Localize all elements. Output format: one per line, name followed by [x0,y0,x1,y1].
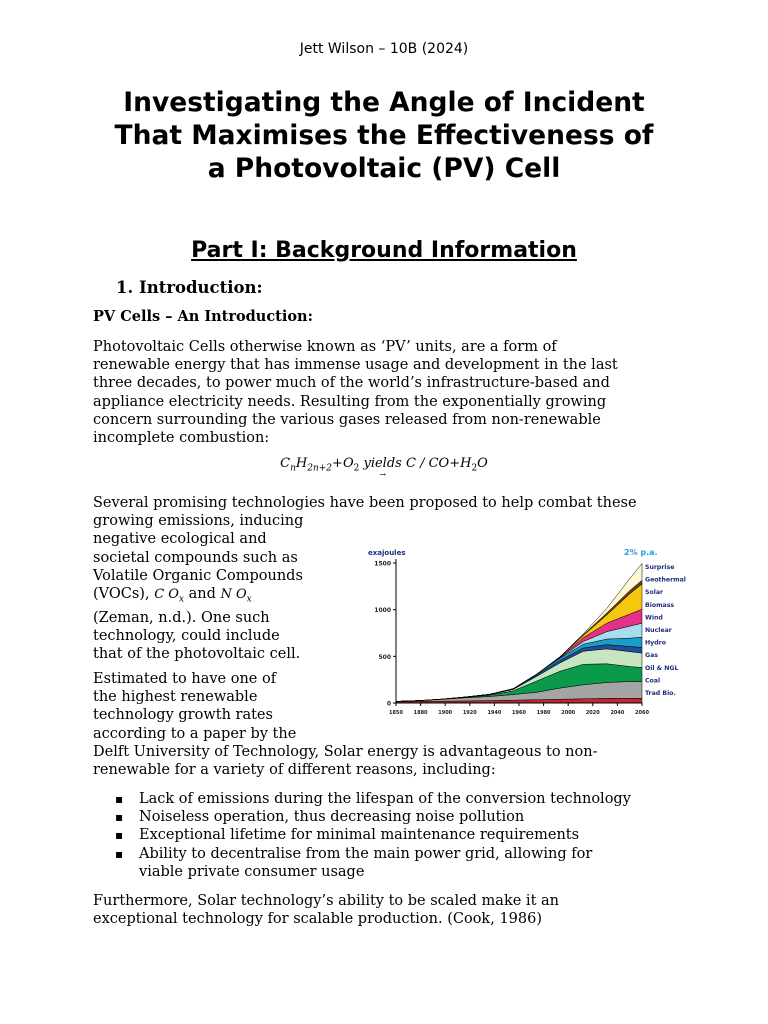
eq-sub: 2 [353,463,360,474]
paragraph-line: technology growth rates [93,707,273,724]
y-tick-label: 0 [386,700,391,708]
x-tick-label: 2020 [585,710,600,716]
advantages-list [93,790,631,881]
x-tick-label: 1940 [487,710,502,716]
list-item: ▪ Ability to decentralise from the main power grid, allowing for [93,845,631,863]
paragraph-line: Furthermore, Solar technology’s ability to be scaled make it an [93,893,559,909]
paragraph-line: Photovoltaic Cells otherwise known as ‘PV’ units, are a form of [93,339,557,355]
formula-text: N O [220,587,247,603]
formula-text: C O [154,587,179,603]
eq-term: O [342,456,354,471]
section-heading [116,278,263,297]
legend-label: Oil & NGL [645,664,679,672]
formula-sub: x [178,594,185,605]
paragraph-line: exceptional technology for scalable production. (Cook, 1986) [93,911,542,928]
legend-label: Surprise [645,564,675,571]
x-tick-label: 1850 [389,710,403,716]
eq-sub: 2n+2 [307,463,333,474]
legend-label: Coal [645,677,661,685]
growth-annotation: 2% p.a. [624,548,658,557]
title-line: That Maximises the Effectiveness of [114,120,654,151]
cox-formula [154,587,185,605]
x-tick-label: 2000 [561,710,576,716]
list-item: ▪ Lack of emissions during the lifespan of the conversion technology [93,790,631,808]
legend-label: Solar [645,589,664,597]
legend-label: Biomass [645,601,675,609]
x-tick-label: 2040 [610,710,625,716]
x-tick-label: 1880 [413,710,428,716]
eq-term: C [280,456,291,471]
paragraph-line: three decades, to power much of the world’s infrastructure-based and [93,375,610,392]
eq-term: H [295,456,308,471]
list-item-continuation: viable private consumer usage [139,863,365,880]
paragraph-line: according to a paper by the [93,725,297,742]
paragraph-line: appliance electricity needs. Resulting from the exponentially growing [93,393,607,410]
legend-label: Trad Bio. [645,690,676,697]
paragraph-line: Volatile Organic Compounds [93,567,303,584]
paragraph-line: societal compounds such as [93,549,298,566]
subheading: PV Cells – An Introduction: [93,308,313,325]
paragraph-line: renewable for a variety of different reasons, including: [93,762,496,779]
paragraph-line: technology, could include [93,628,280,645]
text-span: (VOCs), [93,586,150,603]
legend-label: Hydro [645,639,666,647]
list-item: ▪ Exceptional lifetime for minimal maintenance requirements [93,826,631,844]
paragraph-line: incomplete combustion: [93,430,270,447]
nox-formula [220,587,252,605]
legend-label: Wind [645,614,663,622]
list-item: ▪ Noiseless operation, thus decreasing noise pollution [93,808,631,826]
paragraph-line: renewable energy that has immense usage and development in the last [93,357,618,374]
paragraph-line: the highest renewable [93,689,258,706]
title-line: Investigating the Angle of Incident [123,87,645,118]
x-tick-label: 1980 [536,710,551,716]
paragraph-line: that of the photovoltaic cell. [93,646,301,663]
x-tick-label: 1920 [462,710,477,716]
combustion-equation [0,456,768,474]
eq-operator: + [449,456,461,471]
legend-label: Gas [645,652,658,660]
paragraph-line: Several promising technologies have been proposed to help combat these [93,495,637,511]
y-axis-label: exajoules [368,549,406,557]
paragraph-line: (Zeman, n.d.). One such [93,609,270,626]
paragraph-line: Estimated to have one of [93,671,277,687]
y-tick-label: 1500 [374,560,391,568]
paragraph-line: concern surrounding the various gases released from non-renewable [93,411,601,428]
author-header: Jett Wilson – 10B (2024) [299,41,469,57]
y-tick-label: 1000 [374,607,391,615]
eq-term: H [460,456,472,471]
x-tick-label: 2060 [635,710,649,716]
y-tick-label: 500 [378,653,391,661]
paragraph-line: Delft University of Technology, Solar energy is advantageous to non- [93,743,598,760]
paragraph-line: negative ecological and [93,531,267,548]
document-title [60,86,708,185]
text-span: and [188,586,216,603]
eq-operator: + [332,456,343,471]
section-title: Introduction: [138,278,263,297]
formula-sub: x [246,594,252,605]
part-heading: Part I: Background Information [191,238,577,263]
eq-yields: yields → [363,456,401,471]
legend-label: Nuclear [645,627,672,634]
title-line: a Photovoltaic (PV) Cell [207,153,561,184]
eq-sub: 2 [471,463,478,474]
x-tick-label: 1900 [438,710,453,716]
x-tick-label: 1960 [512,710,526,716]
intro-paragraph [93,338,618,447]
section-number: 1. [116,278,134,297]
paragraph-line: growing emissions, inducing [93,513,304,530]
legend-label: Geothermal [645,576,686,584]
eq-sub: n [290,463,296,474]
energy-area-chart [352,545,697,720]
closing-paragraph [93,892,559,928]
eq-term: C / CO [405,456,450,471]
eq-term: O [477,456,488,471]
